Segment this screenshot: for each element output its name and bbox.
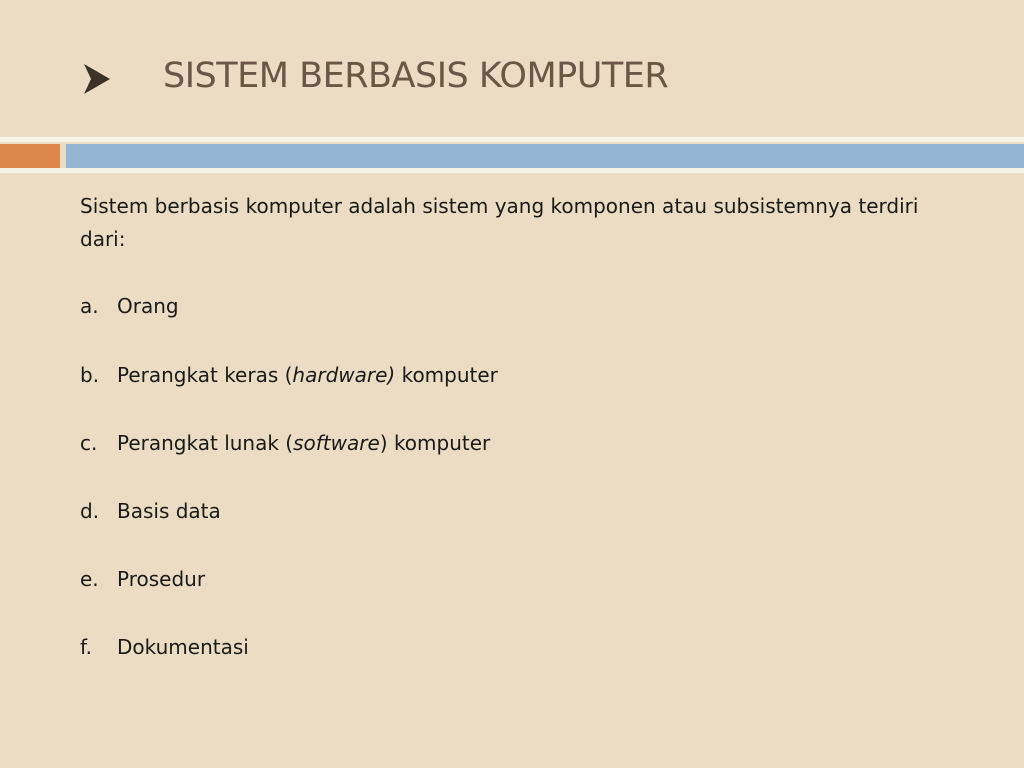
list-item-text-after: komputer: [395, 363, 498, 387]
list-item: [80, 632, 249, 662]
list-item: [80, 428, 490, 458]
list-item: [80, 291, 179, 321]
list-item-text: Basis data: [117, 499, 221, 523]
list-item-text: Orang: [117, 294, 179, 318]
accent-bar-blue: [66, 144, 1024, 168]
list-item-italic: hardware): [292, 363, 396, 387]
slide-content: [80, 190, 960, 659]
list-item-text: Prosedur: [117, 567, 206, 591]
slide-title: SISTEM BERBASIS KOMPUTER: [163, 56, 669, 96]
list-item: [80, 360, 498, 390]
list-marker: c.: [80, 431, 98, 455]
divider-bottom: [0, 168, 1024, 173]
list-item: [80, 564, 205, 594]
arrowhead-bullet-icon: [82, 62, 112, 96]
divider-top: [0, 137, 1024, 142]
list-marker: d.: [80, 499, 100, 523]
accent-bar-orange: [0, 144, 60, 168]
list-item: [80, 496, 221, 526]
list-marker: e.: [80, 567, 99, 591]
list-item-text: Perangkat lunak (: [117, 431, 294, 455]
title-bar: [0, 48, 1024, 118]
intro-text: Sistem berbasis komputer adalah sistem yang komponen atau subsistemnya terdiri dari:: [80, 194, 919, 251]
list-marker: b.: [80, 363, 100, 387]
list-item-text-after: ) komputer: [379, 431, 491, 455]
list-item-text: Dokumentasi: [117, 635, 249, 659]
list-item-text: Perangkat keras (: [117, 363, 293, 387]
list-item-italic: software: [293, 431, 380, 455]
list-marker: f.: [80, 635, 92, 659]
list-marker: a.: [80, 294, 99, 318]
